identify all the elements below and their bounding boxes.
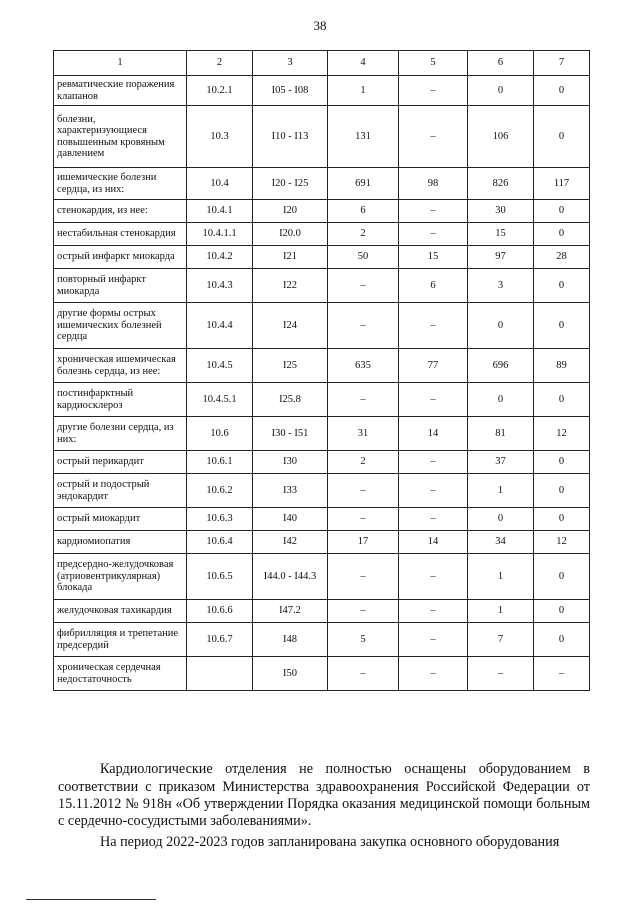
row-col-6: 30 xyxy=(468,200,534,223)
row-col-6: 106 xyxy=(468,106,534,168)
row-name: острый миокардит xyxy=(54,508,187,531)
row-col-7: 0 xyxy=(534,269,590,303)
row-icd-code: I47.2 xyxy=(253,600,328,623)
row-icd-code: I30 xyxy=(253,451,328,474)
row-col-6: 3 xyxy=(468,269,534,303)
table-row xyxy=(54,508,590,531)
row-col-6: 37 xyxy=(468,451,534,474)
row-col-4: 635 xyxy=(328,349,399,383)
row-col-5: – xyxy=(399,200,468,223)
row-col-4: – xyxy=(328,269,399,303)
table-row xyxy=(54,246,590,269)
row-col-5: 14 xyxy=(399,531,468,554)
row-col-4: 691 xyxy=(328,168,399,200)
row-col-5: 14 xyxy=(399,417,468,451)
table-header-row xyxy=(54,51,590,76)
row-col-6: 696 xyxy=(468,349,534,383)
table-row xyxy=(54,417,590,451)
row-col-4: – xyxy=(328,303,399,349)
header-col-3: 3 xyxy=(253,51,328,76)
row-col-6: 0 xyxy=(468,76,534,106)
row-name: фибрилляция и трепетание предсердий xyxy=(54,623,187,657)
table-row xyxy=(54,200,590,223)
row-col-6: 1 xyxy=(468,474,534,508)
row-col-6: 0 xyxy=(468,383,534,417)
row-col-6: 7 xyxy=(468,623,534,657)
row-col-6: 1 xyxy=(468,554,534,600)
row-code: 10.6.6 xyxy=(187,600,253,623)
row-col-4: 2 xyxy=(328,451,399,474)
row-icd-code: I30 - I51 xyxy=(253,417,328,451)
table-row xyxy=(54,349,590,383)
row-icd-code: I42 xyxy=(253,531,328,554)
row-code: 10.4 xyxy=(187,168,253,200)
row-col-7: 12 xyxy=(534,531,590,554)
row-code: 10.4.2 xyxy=(187,246,253,269)
row-name: ишемические болезни сердца, из них: xyxy=(54,168,187,200)
row-col-7: 0 xyxy=(534,223,590,246)
row-icd-code: I22 xyxy=(253,269,328,303)
row-icd-code: I20 xyxy=(253,200,328,223)
table-row xyxy=(54,451,590,474)
row-col-6: 0 xyxy=(468,508,534,531)
table-row xyxy=(54,168,590,200)
table-row xyxy=(54,554,590,600)
row-col-5: 6 xyxy=(399,269,468,303)
row-col-7: 0 xyxy=(534,474,590,508)
row-name: нестабильная стенокардия xyxy=(54,223,187,246)
row-col-6: 1 xyxy=(468,600,534,623)
row-col-5: – xyxy=(399,657,468,691)
header-col-4: 4 xyxy=(328,51,399,76)
row-icd-code: I25.8 xyxy=(253,383,328,417)
table-row xyxy=(54,269,590,303)
row-col-7: 0 xyxy=(534,303,590,349)
row-code: 10.6.2 xyxy=(187,474,253,508)
row-col-6: 97 xyxy=(468,246,534,269)
row-name: ревматические поражения клапанов xyxy=(54,76,187,106)
row-name: острый и подострый эндокардит xyxy=(54,474,187,508)
row-code: 10.4.1.1 xyxy=(187,223,253,246)
row-icd-code: I25 xyxy=(253,349,328,383)
paragraph-procurement: На период 2022-2023 годов запланирована закупка основного оборудования xyxy=(100,834,560,851)
table-row xyxy=(54,303,590,349)
row-col-5: – xyxy=(399,508,468,531)
table-row xyxy=(54,623,590,657)
row-col-4: 31 xyxy=(328,417,399,451)
row-col-5: – xyxy=(399,76,468,106)
row-col-5: – xyxy=(399,223,468,246)
table-row xyxy=(54,383,590,417)
row-col-7: 0 xyxy=(534,623,590,657)
row-name: хроническая ишемическая болезнь сердца, из нее: xyxy=(54,349,187,383)
row-code: 10.6.5 xyxy=(187,554,253,600)
row-col-7: 89 xyxy=(534,349,590,383)
row-code: 10.4.3 xyxy=(187,269,253,303)
row-code: 10.4.5 xyxy=(187,349,253,383)
row-name: хроническая сердечная недостаточность xyxy=(54,657,187,691)
row-code: 10.4.5.1 xyxy=(187,383,253,417)
header-col-2: 2 xyxy=(187,51,253,76)
table-row xyxy=(54,223,590,246)
row-icd-code: I20.0 xyxy=(253,223,328,246)
row-col-4: 5 xyxy=(328,623,399,657)
row-col-6: 826 xyxy=(468,168,534,200)
row-col-7: – xyxy=(534,657,590,691)
table-body xyxy=(54,76,590,691)
row-col-5: – xyxy=(399,451,468,474)
row-col-4: 50 xyxy=(328,246,399,269)
disease-statistics-table xyxy=(53,50,590,691)
row-col-5: – xyxy=(399,383,468,417)
row-code: 10.4.4 xyxy=(187,303,253,349)
row-col-6: 34 xyxy=(468,531,534,554)
row-code: 10.6 xyxy=(187,417,253,451)
row-col-7: 28 xyxy=(534,246,590,269)
row-col-4: – xyxy=(328,657,399,691)
header-col-7: 7 xyxy=(534,51,590,76)
row-name: другие болезни сердца, из них: xyxy=(54,417,187,451)
row-name: постинфарктный кардиосклероз xyxy=(54,383,187,417)
row-icd-code: I05 - I08 xyxy=(253,76,328,106)
row-col-5: – xyxy=(399,303,468,349)
row-icd-code: I10 - I13 xyxy=(253,106,328,168)
row-name: предсердно-желудочковая (атриовентрикулярная) блокада xyxy=(54,554,187,600)
row-code xyxy=(187,657,253,691)
row-col-4: 6 xyxy=(328,200,399,223)
table-row xyxy=(54,106,590,168)
row-name: болезни, характеризующиеся повышенным кровяным давлением xyxy=(54,106,187,168)
row-code: 10.6.3 xyxy=(187,508,253,531)
row-icd-code: I50 xyxy=(253,657,328,691)
row-name: кардиомиопатия xyxy=(54,531,187,554)
row-icd-code: I40 xyxy=(253,508,328,531)
row-code: 10.6.7 xyxy=(187,623,253,657)
row-col-5: 77 xyxy=(399,349,468,383)
row-col-7: 0 xyxy=(534,554,590,600)
page-number: 38 xyxy=(313,18,327,33)
row-col-4: 17 xyxy=(328,531,399,554)
header-col-1: 1 xyxy=(54,51,187,76)
row-icd-code: I20 - I25 xyxy=(253,168,328,200)
row-col-6: 0 xyxy=(468,303,534,349)
header-col-5: 5 xyxy=(399,51,468,76)
row-col-5: – xyxy=(399,106,468,168)
row-col-4: 131 xyxy=(328,106,399,168)
row-col-6: – xyxy=(468,657,534,691)
row-code: 10.6.1 xyxy=(187,451,253,474)
header-col-6: 6 xyxy=(468,51,534,76)
row-icd-code: I44.0 - I44.3 xyxy=(253,554,328,600)
row-col-7: 0 xyxy=(534,383,590,417)
row-col-5: – xyxy=(399,474,468,508)
row-col-7: 12 xyxy=(534,417,590,451)
row-col-7: 0 xyxy=(534,508,590,531)
row-col-4: 1 xyxy=(328,76,399,106)
row-col-5: – xyxy=(399,600,468,623)
paragraph-equipment: Кардиологические отделения не полностью оснащены оборудованием в соответствии с приказом Министерства здравоохранения Российской Федерации от 15.11.2012 № 918н «Об утверждении Порядка оказания медицинской помощи больным с сердечно-сосудистыми заболеваниями». xyxy=(58,761,590,830)
row-name: желудочковая тахикардия xyxy=(54,600,187,623)
row-col-7: 0 xyxy=(534,76,590,106)
row-name: острый перикардит xyxy=(54,451,187,474)
row-col-5: 15 xyxy=(399,246,468,269)
row-name: острый инфаркт миокарда xyxy=(54,246,187,269)
row-name: повторный инфаркт миокарда xyxy=(54,269,187,303)
row-col-4: – xyxy=(328,508,399,531)
row-code: 10.2.1 xyxy=(187,76,253,106)
row-col-7: 0 xyxy=(534,600,590,623)
row-code: 10.3 xyxy=(187,106,253,168)
row-col-7: 0 xyxy=(534,451,590,474)
table-row xyxy=(54,76,590,106)
table-row xyxy=(54,600,590,623)
row-col-4: – xyxy=(328,600,399,623)
row-col-5: – xyxy=(399,623,468,657)
row-col-6: 81 xyxy=(468,417,534,451)
row-icd-code: I33 xyxy=(253,474,328,508)
footer-divider xyxy=(26,899,156,900)
row-name: стенокардия, из нее: xyxy=(54,200,187,223)
row-name: другие формы острых ишемических болезней сердца xyxy=(54,303,187,349)
row-col-7: 0 xyxy=(534,106,590,168)
row-icd-code: I24 xyxy=(253,303,328,349)
row-icd-code: I21 xyxy=(253,246,328,269)
row-code: 10.6.4 xyxy=(187,531,253,554)
row-col-5: – xyxy=(399,554,468,600)
row-col-5: 98 xyxy=(399,168,468,200)
row-icd-code: I48 xyxy=(253,623,328,657)
row-col-6: 15 xyxy=(468,223,534,246)
row-col-4: – xyxy=(328,554,399,600)
row-col-7: 0 xyxy=(534,200,590,223)
table-row xyxy=(54,474,590,508)
row-col-4: 2 xyxy=(328,223,399,246)
table-row xyxy=(54,657,590,691)
row-col-4: – xyxy=(328,474,399,508)
row-col-4: – xyxy=(328,383,399,417)
row-col-7: 117 xyxy=(534,168,590,200)
table-row xyxy=(54,531,590,554)
row-code: 10.4.1 xyxy=(187,200,253,223)
